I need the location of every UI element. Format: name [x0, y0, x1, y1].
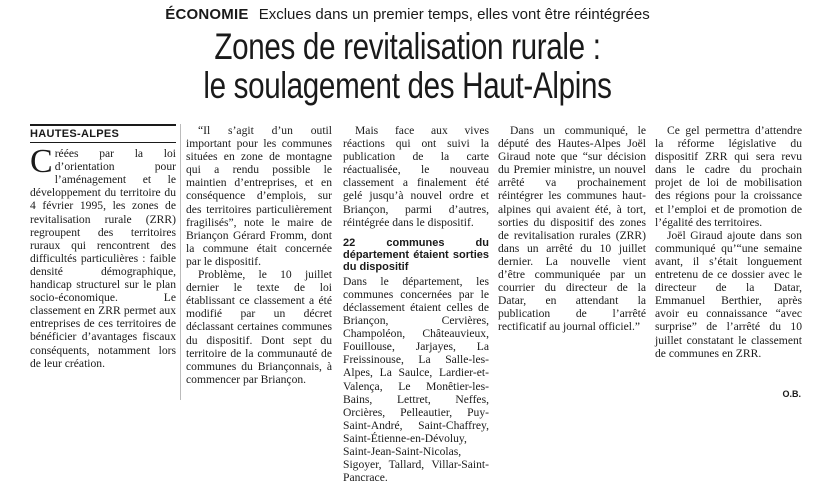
author-signature: O.B.	[782, 389, 801, 399]
column-divider	[180, 124, 181, 400]
paragraph-1	[30, 143, 176, 370]
headline	[82, 27, 734, 105]
article-column-4	[498, 124, 646, 334]
headline-line-2: le soulagement des Haut-Alpins	[203, 65, 612, 106]
rubric-label: ÉCONOMIE	[165, 6, 249, 23]
subheading: 22 communes du département étaient sorties du dispositif	[343, 236, 489, 273]
paragraph-3: Problème, le 10 juillet dernier le texte de loi établissant ce classement a été modifié par un décret déclassant certaines communes du dispositif. Dont sept du territoire de la communauté de communes du Briançonnais, à commencer par Briançon.	[186, 268, 332, 386]
article-column-3	[343, 124, 489, 484]
drop-cap: C	[30, 143, 53, 181]
article-column-2	[186, 124, 332, 386]
article-column-1	[30, 124, 176, 370]
kicker-text: Exclues dans un premier temps, elles vont être réintégrées	[258, 6, 650, 23]
paragraph-7: Ce gel permettra d’attendre la réforme législative du dispositif ZRR qui sera revu dans le cadre du prochain projet de loi de mobilisation des régions pour la croissance et l’emploi et de promotion de l’égalité des territoires.	[655, 124, 802, 229]
paragraph-2: “Il s’agit d’un outil important pour les communes situées en zone de montagne qui a rendu possible le maintien d’entreprises, et en conséquence d’emplois, sur des territoires particulièrement fragilisés”, note le maire de Briançon Gérard Fromm, dont la commune était concernée par le dispositif.	[186, 124, 332, 268]
paragraph-5: Dans le département, les communes concernées par le déclassement étaient celles de Briançon, Cervières, Champoléon, Châteauvieux, Fouillouse, Jarjayes, La Freissinouse, La Salle-les-Alpes, La Saulce, Lardier-et-Valença, Le Monêtier-les-Bains, Lettret, Neffes, Orcières, Pelleautier, Puy-Saint-André, Saint-Chaffrey, Saint-Étienne-en-Dévoluy, Saint-Jean-Saint-Nicolas, Sigoyer, Tallard, Villar-Saint-Pancrace.	[343, 274, 489, 484]
paragraph-6: Dans un communiqué, le député des Hautes-Alpes Joël Giraud note que “sur décision du Premier ministre, un nouvel arrêté va prochainement réintégrer les communes haut-alpines qui avaient été, à tort, sorties du dispositif des zones de revitalisation rurales (ZRR) dans un arrêté du 10 juillet dernier. La nouvelle vient d’être communiquée par un courrier du directeur de la Datar, en attendant la publication de l’arrêté rectificatif au journal officiel.”	[498, 124, 646, 334]
headline-line-1: Zones de revitalisation rurale :	[214, 26, 601, 67]
kicker	[0, 6, 815, 23]
paragraph-8: Joël Giraud ajoute dans son communiqué qu’“une semaine avant, il s’était longuement entretenu de ce dossier avec le directeur de la Datar, Emmanuel Berthier, après avoir eu connaissance “avec surprise” de l’arrêté du 10 juillet constatant le classement de communes en ZRR.	[655, 228, 802, 360]
section-label: HAUTES-ALPES	[30, 124, 176, 143]
paragraph-1-text: réées par la loi d’orientation pour l’aménagement et le développement du territoire du 4 février 1995, les zones de revitalisation rurale (ZRR) regroupent des territoires ruraux qui rencontrent des difficultés particulières : faible densité démographique, handicap structurel sur le plan socio-économique. Le classement en ZRR permet aux entreprises de ces territoires de bénéficier d’avantages fiscaux conséquents, notamment lors de leur création.	[30, 147, 176, 370]
article-column-5	[655, 124, 802, 360]
paragraph-4: Mais face aux vives réactions qui ont suivi la publication de la carte réactualisée, le nouveau classement a finalement été gelé jusqu’à nouvel ordre et Briançon, parmi d’autres, réintégrée dans le dispositif.	[343, 124, 489, 229]
